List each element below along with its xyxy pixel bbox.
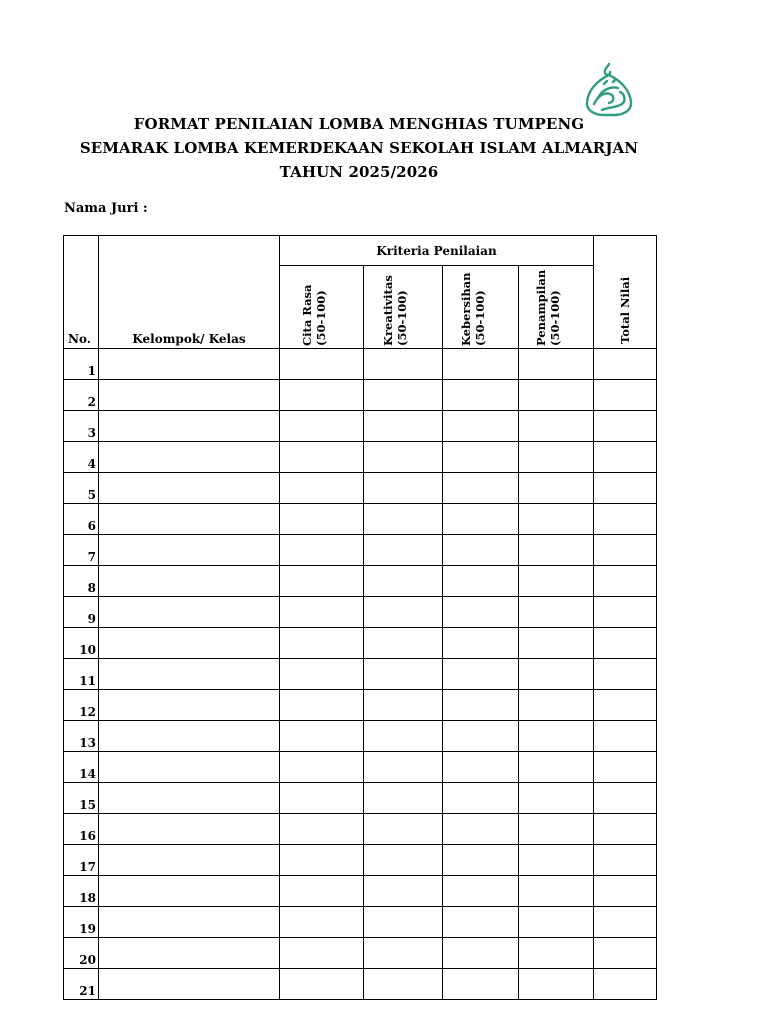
criteria-range: (50-100) <box>472 290 487 346</box>
kreativitas-cell[interactable] <box>364 473 443 504</box>
kreativitas-cell[interactable] <box>364 659 443 690</box>
cita-rasa-cell[interactable] <box>280 969 364 1000</box>
kelompok-cell[interactable] <box>99 783 280 814</box>
total-cell[interactable] <box>594 380 657 411</box>
kelompok-cell[interactable] <box>99 938 280 969</box>
kebersihan-cell[interactable] <box>443 597 519 628</box>
kelompok-cell[interactable] <box>99 845 280 876</box>
cita-rasa-cell[interactable] <box>280 411 364 442</box>
penampilan-cell[interactable] <box>519 504 594 535</box>
kebersihan-cell[interactable] <box>443 473 519 504</box>
score-table <box>63 235 657 1000</box>
school-logo-icon <box>580 60 638 118</box>
total-cell[interactable] <box>594 814 657 845</box>
kelompok-cell[interactable] <box>99 504 280 535</box>
kebersihan-cell[interactable] <box>443 845 519 876</box>
criteria-range: (50-100) <box>313 290 328 346</box>
penampilan-cell[interactable] <box>519 938 594 969</box>
criteria-header-cita-rasa <box>280 266 364 349</box>
row-number: 2 <box>64 380 99 411</box>
kebersihan-cell[interactable] <box>443 411 519 442</box>
penampilan-cell[interactable] <box>519 969 594 1000</box>
cita-rasa-cell[interactable] <box>280 783 364 814</box>
kreativitas-cell[interactable] <box>364 535 443 566</box>
penampilan-cell[interactable] <box>519 442 594 473</box>
kelompok-cell[interactable] <box>99 535 280 566</box>
kreativitas-cell[interactable] <box>364 442 443 473</box>
kreativitas-cell[interactable] <box>364 504 443 535</box>
kebersihan-cell[interactable] <box>443 535 519 566</box>
total-cell[interactable] <box>594 783 657 814</box>
kreativitas-cell[interactable] <box>364 690 443 721</box>
cita-rasa-cell[interactable] <box>280 814 364 845</box>
kelompok-cell[interactable] <box>99 876 280 907</box>
row-number: 10 <box>64 628 99 659</box>
kebersihan-cell[interactable] <box>443 504 519 535</box>
total-label: Total Nilai <box>618 276 633 344</box>
penampilan-cell[interactable] <box>519 380 594 411</box>
criteria-header-kreativitas <box>364 266 443 349</box>
row-number: 12 <box>64 690 99 721</box>
table-row <box>64 845 657 876</box>
table-row <box>64 504 657 535</box>
cita-rasa-cell[interactable] <box>280 628 364 659</box>
kreativitas-cell[interactable] <box>364 628 443 659</box>
criteria-group-header: Kriteria Penilaian <box>280 236 594 266</box>
table-row <box>64 783 657 814</box>
total-cell[interactable] <box>594 690 657 721</box>
penampilan-cell[interactable] <box>519 628 594 659</box>
kebersihan-cell[interactable] <box>443 628 519 659</box>
kreativitas-cell[interactable] <box>364 380 443 411</box>
table-row <box>64 597 657 628</box>
criteria-header-kebersihan <box>443 266 519 349</box>
kreativitas-cell[interactable] <box>364 721 443 752</box>
kebersihan-cell[interactable] <box>443 938 519 969</box>
kebersihan-cell[interactable] <box>443 659 519 690</box>
kebersihan-cell[interactable] <box>443 349 519 380</box>
title-line-2: SEMARAK LOMBA KEMERDEKAAN SEKOLAH ISLAM ALMARJAN <box>79 139 639 157</box>
penampilan-cell[interactable] <box>519 845 594 876</box>
total-cell[interactable] <box>594 349 657 380</box>
table-row <box>64 473 657 504</box>
kebersihan-cell[interactable] <box>443 380 519 411</box>
row-number: 3 <box>64 411 99 442</box>
total-cell[interactable] <box>594 938 657 969</box>
total-cell[interactable] <box>594 442 657 473</box>
penampilan-cell[interactable] <box>519 411 594 442</box>
judge-name-label: Nama Juri : <box>64 201 148 216</box>
kebersihan-cell[interactable] <box>443 783 519 814</box>
table-row <box>64 876 657 907</box>
kelompok-cell[interactable] <box>99 566 280 597</box>
total-cell[interactable] <box>594 721 657 752</box>
title-line-3: TAHUN 2025/2026 <box>279 163 439 181</box>
kreativitas-cell[interactable] <box>364 907 443 938</box>
cita-rasa-cell[interactable] <box>280 473 364 504</box>
row-number: 4 <box>64 442 99 473</box>
table-row <box>64 969 657 1000</box>
row-number: 19 <box>64 907 99 938</box>
total-cell[interactable] <box>594 969 657 1000</box>
row-number: 6 <box>64 504 99 535</box>
kreativitas-cell[interactable] <box>364 969 443 1000</box>
document-title <box>0 112 718 184</box>
table-row <box>64 566 657 597</box>
kreativitas-cell[interactable] <box>364 783 443 814</box>
row-number: 17 <box>64 845 99 876</box>
cita-rasa-cell[interactable] <box>280 535 364 566</box>
penampilan-cell[interactable] <box>519 814 594 845</box>
total-cell[interactable] <box>594 535 657 566</box>
penampilan-cell[interactable] <box>519 349 594 380</box>
table-row <box>64 907 657 938</box>
total-cell[interactable] <box>594 504 657 535</box>
kelompok-cell[interactable] <box>99 597 280 628</box>
table-row <box>64 380 657 411</box>
row-number: 13 <box>64 721 99 752</box>
row-number: 21 <box>64 969 99 1000</box>
cita-rasa-cell[interactable] <box>280 349 364 380</box>
table-row <box>64 659 657 690</box>
kebersihan-cell[interactable] <box>443 876 519 907</box>
cita-rasa-cell[interactable] <box>280 876 364 907</box>
cita-rasa-cell[interactable] <box>280 566 364 597</box>
penampilan-cell[interactable] <box>519 721 594 752</box>
kreativitas-cell[interactable] <box>364 566 443 597</box>
kelompok-cell[interactable] <box>99 690 280 721</box>
penampilan-cell[interactable] <box>519 473 594 504</box>
kelompok-cell[interactable] <box>99 659 280 690</box>
cita-rasa-cell[interactable] <box>280 597 364 628</box>
cita-rasa-cell[interactable] <box>280 659 364 690</box>
table-row <box>64 938 657 969</box>
total-cell[interactable] <box>594 411 657 442</box>
kreativitas-cell[interactable] <box>364 876 443 907</box>
cita-rasa-cell[interactable] <box>280 380 364 411</box>
cita-rasa-cell[interactable] <box>280 721 364 752</box>
row-number: 1 <box>64 349 99 380</box>
row-number: 9 <box>64 597 99 628</box>
kebersihan-cell[interactable] <box>443 721 519 752</box>
row-number: 18 <box>64 876 99 907</box>
row-number: 5 <box>64 473 99 504</box>
kebersihan-cell[interactable] <box>443 566 519 597</box>
row-number: 14 <box>64 752 99 783</box>
criteria-range: (50-100) <box>395 290 409 346</box>
penampilan-cell[interactable] <box>519 783 594 814</box>
penampilan-cell[interactable] <box>519 566 594 597</box>
kebersihan-cell[interactable] <box>443 752 519 783</box>
kebersihan-cell[interactable] <box>443 969 519 1000</box>
table-row <box>64 690 657 721</box>
kelompok-cell[interactable] <box>99 721 280 752</box>
criteria-name: Kreativitas <box>381 275 395 346</box>
row-number: 20 <box>64 938 99 969</box>
kreativitas-cell[interactable] <box>364 597 443 628</box>
table-row <box>64 349 657 380</box>
table-row <box>64 628 657 659</box>
column-header-total <box>594 236 657 349</box>
penampilan-cell[interactable] <box>519 659 594 690</box>
kelompok-cell[interactable] <box>99 814 280 845</box>
kelompok-cell[interactable] <box>99 442 280 473</box>
penampilan-cell[interactable] <box>519 535 594 566</box>
kebersihan-cell[interactable] <box>443 690 519 721</box>
table-row <box>64 752 657 783</box>
kelompok-cell[interactable] <box>99 969 280 1000</box>
kelompok-cell[interactable] <box>99 907 280 938</box>
table-row <box>64 814 657 845</box>
penampilan-cell[interactable] <box>519 752 594 783</box>
total-cell[interactable] <box>594 628 657 659</box>
criteria-name: Penampilan <box>534 269 549 346</box>
kelompok-cell[interactable] <box>99 411 280 442</box>
kelompok-cell[interactable] <box>99 473 280 504</box>
table-row <box>64 411 657 442</box>
cita-rasa-cell[interactable] <box>280 442 364 473</box>
kelompok-cell[interactable] <box>99 349 280 380</box>
table-row <box>64 442 657 473</box>
total-cell[interactable] <box>594 752 657 783</box>
row-number: 15 <box>64 783 99 814</box>
row-number: 7 <box>64 535 99 566</box>
total-cell[interactable] <box>594 566 657 597</box>
kreativitas-cell[interactable] <box>364 411 443 442</box>
kelompok-cell[interactable] <box>99 752 280 783</box>
table-row <box>64 535 657 566</box>
kreativitas-cell[interactable] <box>364 938 443 969</box>
penampilan-cell[interactable] <box>519 690 594 721</box>
cita-rasa-cell[interactable] <box>280 907 364 938</box>
kelompok-cell[interactable] <box>99 628 280 659</box>
row-number: 11 <box>64 659 99 690</box>
kebersihan-cell[interactable] <box>443 814 519 845</box>
column-header-no: No. <box>64 236 99 349</box>
criteria-name: Cita Rasa <box>299 284 314 346</box>
table-row <box>64 721 657 752</box>
penampilan-cell[interactable] <box>519 876 594 907</box>
total-cell[interactable] <box>594 473 657 504</box>
kreativitas-cell[interactable] <box>364 349 443 380</box>
kreativitas-cell[interactable] <box>364 752 443 783</box>
cita-rasa-cell[interactable] <box>280 752 364 783</box>
penampilan-cell[interactable] <box>519 597 594 628</box>
cita-rasa-cell[interactable] <box>280 845 364 876</box>
criteria-name: Kebersihan <box>458 272 473 346</box>
column-header-kelompok: Kelompok/ Kelas <box>99 236 280 349</box>
total-cell[interactable] <box>594 845 657 876</box>
total-cell[interactable] <box>594 876 657 907</box>
penampilan-cell[interactable] <box>519 907 594 938</box>
kebersihan-cell[interactable] <box>443 907 519 938</box>
total-cell[interactable] <box>594 597 657 628</box>
kreativitas-cell[interactable] <box>364 845 443 876</box>
title-line-1: FORMAT PENILAIAN LOMBA MENGHIAS TUMPENG <box>133 115 585 133</box>
cita-rasa-cell[interactable] <box>280 938 364 969</box>
row-number: 8 <box>64 566 99 597</box>
kreativitas-cell[interactable] <box>364 814 443 845</box>
kebersihan-cell[interactable] <box>443 442 519 473</box>
kelompok-cell[interactable] <box>99 380 280 411</box>
cita-rasa-cell[interactable] <box>280 690 364 721</box>
total-cell[interactable] <box>594 659 657 690</box>
criteria-header-penampilan <box>519 266 594 349</box>
criteria-range: (50-100) <box>548 290 563 346</box>
row-number: 16 <box>64 814 99 845</box>
cita-rasa-cell[interactable] <box>280 504 364 535</box>
total-cell[interactable] <box>594 907 657 938</box>
